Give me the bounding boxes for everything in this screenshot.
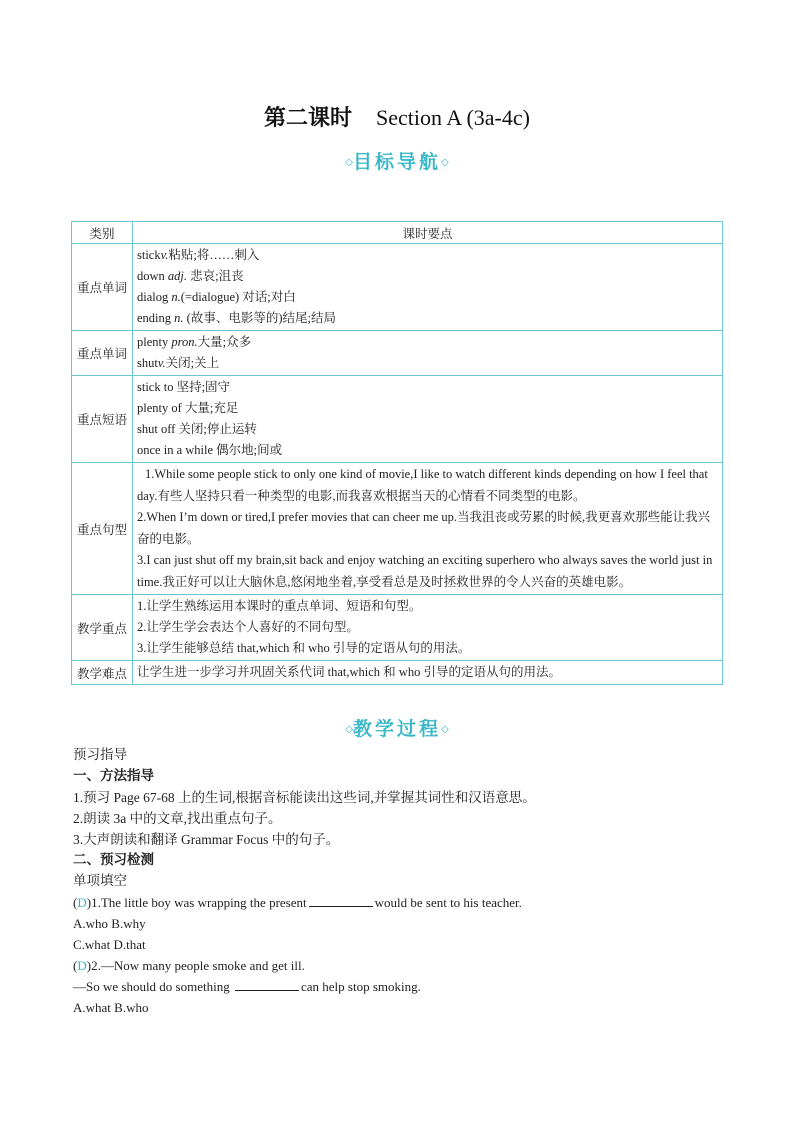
vocab-item: down adj. 悲哀;沮丧 — [137, 269, 244, 283]
row-category: 重点单词 — [72, 331, 133, 376]
process-body — [73, 745, 723, 1018]
lesson-title — [0, 103, 794, 134]
row-content — [133, 661, 723, 685]
row-category: 教学重点 — [72, 595, 133, 661]
diamond-icon: ◇ — [441, 724, 449, 735]
focus-item: 3.让学生能够总结 that,which 和 who 引导的定语从句的用法。 — [137, 641, 471, 655]
question-1-option: A.who B.why — [73, 916, 146, 931]
answer-2: D — [77, 958, 87, 973]
row-category: 重点短语 — [72, 376, 133, 463]
single-choice-title: 单项填空 — [73, 873, 127, 889]
phrase-item: shut off 关闭;停止运转 — [137, 422, 257, 436]
table-row — [72, 463, 723, 595]
question-2: (D)2.—Now many people smoke and get ill. — [73, 958, 305, 973]
question-1: (D)1.The little boy was wrapping the present would be sent to his teacher. — [73, 895, 522, 910]
method-title: 一、方法指导 — [73, 768, 154, 784]
method-item: 2.朗读 3a 中的文章,找出重点句子。 — [73, 811, 282, 826]
table-header-row — [72, 222, 723, 244]
diamond-icon: ◇ — [345, 157, 353, 168]
table-header-content: 课时要点 — [133, 222, 723, 244]
method-item: 3.大声朗读和翻译 Grammar Focus 中的句子。 — [73, 832, 340, 847]
table-row — [72, 595, 723, 661]
table-row — [72, 661, 723, 685]
sentence-item: 3.I can just shut off my brain,sit back and enjoy watching an exciting superhero who always saves the world just in time.我正好可以让大脑休息,悠闲地坐着,享受看总是及时拯救世界的令人兴奋的英雄电影。 — [137, 553, 713, 589]
vocab-item: shutv.关闭;关上 — [137, 356, 220, 370]
vocab-item: stickv.粘贴;将……刺入 — [137, 248, 260, 262]
row-content — [133, 331, 723, 376]
difficulty-item: 让学生进一步学习并巩固关系代词 that,which 和 who 引导的定语从句的用法。 — [137, 665, 561, 679]
row-content — [133, 376, 723, 463]
table-row — [72, 331, 723, 376]
method-item: 1.预习 Page 67-68 上的生词,根据音标能读出这些词,并掌握其词性和汉语意思。 — [73, 790, 536, 805]
focus-item: 2.让学生学会表达个人喜好的不同句型。 — [137, 620, 359, 634]
vocab-item: plenty pron.大量;众多 — [137, 335, 252, 349]
phrase-item: stick to 坚持;固守 — [137, 380, 231, 394]
teaching-process-label: 教学过程 — [352, 718, 441, 740]
table-header-category: 类别 — [72, 222, 133, 244]
blank-line — [309, 894, 373, 907]
diamond-icon: ◇ — [441, 157, 449, 168]
row-content — [133, 595, 723, 661]
table-row — [72, 244, 723, 331]
row-category: 重点单词 — [72, 244, 133, 331]
table-row — [72, 376, 723, 463]
goal-nav-label: 目标导航 — [352, 151, 441, 173]
lesson-title-cn: 第二课时 — [264, 106, 353, 131]
question-1-option: C.what D.that — [73, 937, 146, 952]
vocab-item: dialog n.(=dialogue) 对话;对白 — [137, 290, 296, 304]
row-category: 教学难点 — [72, 661, 133, 685]
vocab-item: ending n. (故事、电影等的)结尾;结局 — [137, 311, 336, 325]
lesson-title-en: Section A (3a-4c) — [376, 105, 530, 130]
question-2-line2: —So we should do something can help stop smoking. — [73, 979, 421, 994]
sentence-item: 2.When I’m down or tired,I prefer movies that can cheer me up.当我沮丧或劳累的时候,我更喜欢那些能让我兴奋的电影。 — [137, 510, 711, 546]
row-content — [133, 463, 723, 595]
section-heading-goal-nav — [0, 147, 794, 174]
check-title: 二、预习检测 — [73, 852, 154, 868]
question-2-option: A.what B.who — [73, 1000, 149, 1015]
preview-title: 预习指导 — [73, 747, 127, 763]
blank-line — [235, 978, 299, 991]
row-content — [133, 244, 723, 331]
lesson-plan-table — [71, 221, 723, 685]
phrase-item: once in a while 偶尔地;间或 — [137, 443, 283, 457]
section-heading-teaching-process — [0, 714, 794, 741]
phrase-item: plenty of 大量;充足 — [137, 401, 239, 415]
sentence-item: 1.While some people stick to only one kind of movie,I like to watch different kinds depending on how I feel that day.有些人坚持只看一种类型的电影,而我喜欢根据当天的心情看不同类型的电影。 — [137, 467, 708, 503]
answer-1: D — [77, 895, 87, 910]
focus-item: 1.让学生熟练运用本课时的重点单词、短语和句型。 — [137, 599, 422, 613]
diamond-icon: ◇ — [345, 724, 353, 735]
row-category: 重点句型 — [72, 463, 133, 595]
